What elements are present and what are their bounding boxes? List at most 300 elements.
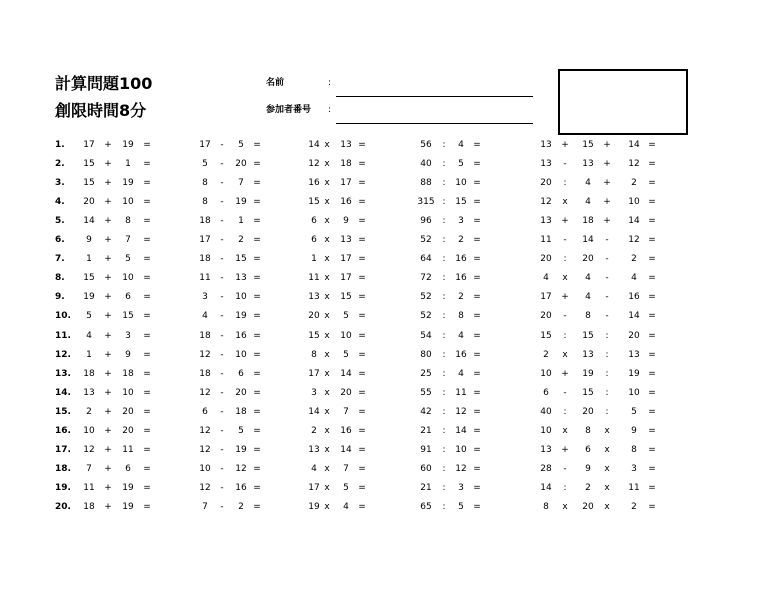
problem-token: = [648,311,656,322]
problem-token: 12 [235,463,247,474]
problem-token: 55 [420,387,432,398]
problem-row [0,309,768,323]
problem-token: 19 [122,501,134,512]
problem-row [0,405,768,419]
problem-token: 11 [540,235,552,246]
problem-token: - [220,368,224,379]
problem-token: x [324,406,330,417]
problem-token: = [253,273,261,284]
problem-token: + [104,273,112,284]
name-field-line[interactable] [336,96,533,97]
problem-token: 4 [585,273,591,284]
problem-token: 14 [83,216,95,227]
problem-token: 14 [628,311,640,322]
problem-token: 25 [420,368,432,379]
problem-token: 1 [311,254,317,265]
problem-token: 3 [458,216,464,227]
problem-token: x [324,425,330,436]
problem-token: - [220,292,224,303]
problem-row [0,233,768,247]
problem-token: : [442,482,446,493]
problem-token: 2 [631,254,637,265]
problem-token: 20 [122,406,134,417]
problem-token: 2 [631,501,637,512]
problem-token: : [442,254,446,265]
problem-token: 80 [420,349,432,360]
problem-token: 17 [199,140,211,150]
problem-token: x [324,387,330,398]
problem-token: 20 [540,178,552,189]
problem-token: = [473,197,481,208]
problem-token: = [473,444,481,455]
problem-row [0,157,768,171]
problem-token: 15 [582,387,594,398]
problem-token: 7 [343,463,349,474]
problem-token: + [104,159,112,170]
problem-token: x [604,501,610,512]
problem-token: 18 [582,216,594,227]
problem-token: 42 [420,406,432,417]
row-number: 13. [55,368,71,379]
problem-token: = [473,254,481,265]
score-box[interactable] [558,69,688,135]
problem-token: 13 [540,216,552,227]
problem-token: x [324,159,330,170]
problem-token: 19 [122,178,134,189]
problem-token: 16 [455,349,467,360]
problem-token: = [253,159,261,170]
problem-token: = [473,387,481,398]
problem-token: 10 [455,444,467,455]
problem-token: - [605,273,609,284]
problem-token: 96 [420,216,432,227]
problem-token: 1 [125,159,131,170]
problem-token: 16 [455,254,467,265]
problem-token: 13 [540,159,552,170]
problem-token: : [605,406,609,417]
problem-token: 2 [238,235,244,246]
problem-token: 4 [458,368,464,379]
problem-token: + [104,368,112,379]
problem-token: - [563,463,567,474]
problem-token: = [358,273,366,284]
problem-token: + [104,444,112,455]
problem-token: 16 [235,330,247,341]
problem-token: x [562,273,568,284]
problem-token: 14 [582,235,594,246]
problem-token: 6 [543,387,549,398]
problem-token: : [442,387,446,398]
problem-token: 2 [631,178,637,189]
problem-token: 19 [122,140,134,150]
problem-token: = [143,140,151,150]
problem-token: 20 [340,387,352,398]
problem-token: = [358,292,366,303]
problem-token: = [473,178,481,189]
problem-token: 20 [235,159,247,170]
problem-token: 12 [83,444,95,455]
problem-token: = [253,463,261,474]
problem-token: + [104,178,112,189]
problem-token: 4 [311,463,317,474]
problem-token: - [220,235,224,246]
problem-token: 8 [311,349,317,360]
problem-token: 9 [343,216,349,227]
problem-token: = [253,387,261,398]
problem-token: = [143,482,151,493]
problem-token: 8 [202,197,208,208]
problem-token: 2 [238,501,244,512]
problem-token: 1 [238,216,244,227]
row-number: 5. [55,216,65,227]
problem-token: 315 [417,197,435,208]
problem-token: 4 [585,178,591,189]
problem-token: - [563,387,567,398]
problem-token: + [561,216,569,227]
problem-token: 15 [308,330,320,341]
problem-token: = [648,406,656,417]
problem-token: = [648,368,656,379]
problem-token: 17 [83,140,95,150]
problem-token: 12 [540,197,552,208]
row-number: 10. [55,311,71,322]
problem-token: 14 [628,216,640,227]
row-number: 7. [55,254,65,265]
row-number: 3. [55,178,65,189]
problem-token: : [442,444,446,455]
problem-token: 11 [83,482,95,493]
problem-token: x [562,197,568,208]
problem-token: 20 [582,254,594,265]
problem-token: 20 [540,254,552,265]
problem-token: : [605,330,609,341]
problem-token: + [104,406,112,417]
row-number: 14. [55,387,71,398]
problem-row [0,386,768,400]
problem-token: 6 [125,463,131,474]
problem-token: + [104,292,112,303]
problem-token: 4 [543,273,549,284]
problem-token: = [143,406,151,417]
problem-token: 17 [340,254,352,265]
problem-token: 10 [235,292,247,303]
problem-token: + [104,330,112,341]
problem-row [0,367,768,381]
problem-token: 6 [202,406,208,417]
problem-token: 5 [86,311,92,322]
problem-row [0,195,768,209]
problem-token: = [143,501,151,512]
problem-token: 7 [125,235,131,246]
problem-token: : [442,425,446,436]
row-number: 1. [55,140,65,150]
problem-token: = [473,216,481,227]
problem-token: 13 [308,292,320,303]
problem-token: 17 [340,273,352,284]
problem-token: - [220,387,224,398]
problem-token: 7 [343,406,349,417]
row-number: 8. [55,273,65,284]
title-line-2: 創限時間8分 [55,101,147,120]
problem-token: 15 [83,159,95,170]
problem-token: 17 [340,178,352,189]
problem-token: 12 [199,425,211,436]
problem-token: 3 [458,482,464,493]
problem-token: 9 [585,463,591,474]
problem-token: = [648,235,656,246]
problem-token: 15 [582,330,594,341]
problem-token: x [324,482,330,493]
problem-token: x [324,501,330,512]
problem-token: = [253,444,261,455]
problem-token: = [143,159,151,170]
problem-token: = [648,216,656,227]
problem-token: = [358,463,366,474]
problem-token: 20 [582,501,594,512]
problem-token: : [563,178,567,189]
row-number: 2. [55,159,65,170]
problem-token: 18 [340,159,352,170]
problem-token: x [604,444,610,455]
problem-token: 15 [455,197,467,208]
problem-token: 12 [628,235,640,246]
problem-token: x [324,368,330,379]
problem-token: = [143,368,151,379]
problem-token: 8 [125,216,131,227]
problem-token: 16 [308,178,320,189]
row-number: 18. [55,463,71,474]
problem-token: : [442,178,446,189]
problem-token: - [220,330,224,341]
problem-token: = [143,387,151,398]
problem-token: = [358,406,366,417]
problem-token: 16 [628,292,640,303]
problem-token: x [324,311,330,322]
problem-token: = [358,140,366,150]
problem-token: = [648,254,656,265]
problem-token: = [253,216,261,227]
problem-token: 52 [420,292,432,303]
problem-token: 52 [420,235,432,246]
problem-token: = [143,330,151,341]
problem-token: + [561,140,569,150]
problem-token: - [220,482,224,493]
problem-token: 17 [308,368,320,379]
problem-token: : [442,292,446,303]
problem-token: = [648,387,656,398]
problem-token: 14 [628,140,640,150]
problem-token: + [603,140,611,150]
problem-token: 5 [343,349,349,360]
problem-token: 20 [582,406,594,417]
problem-token: + [104,235,112,246]
problem-row [0,424,768,438]
problem-token: 13 [582,349,594,360]
problem-token: + [603,178,611,189]
problem-token: 14 [340,444,352,455]
problem-token: 11 [308,273,320,284]
problem-token: - [220,444,224,455]
problem-token: 16 [340,197,352,208]
problem-token: = [648,349,656,360]
problem-token: 88 [420,178,432,189]
problem-token: : [442,235,446,246]
problem-token: 6 [311,216,317,227]
problem-row [0,500,768,514]
problem-token: 5 [202,159,208,170]
problem-token: 64 [420,254,432,265]
problem-token: 5 [631,406,637,417]
row-number: 4. [55,197,65,208]
problem-token: 4 [458,330,464,341]
problem-token: 9 [125,349,131,360]
problem-token: + [104,482,112,493]
problem-token: 20 [83,197,95,208]
problem-token: = [253,254,261,265]
problem-token: 17 [540,292,552,303]
problem-token: 4 [585,197,591,208]
problem-token: + [561,368,569,379]
problem-token: = [253,197,261,208]
problem-token: 3 [631,463,637,474]
problem-token: 21 [420,482,432,493]
problem-row [0,214,768,228]
problem-row [0,481,768,495]
problem-token: : [563,254,567,265]
problem-token: 19 [235,444,247,455]
problem-token: 18 [83,501,95,512]
problem-token: = [358,482,366,493]
problem-row [0,443,768,457]
problem-token: 5 [458,159,464,170]
problem-token: 14 [340,368,352,379]
problem-token: 8 [543,501,549,512]
problem-token: - [605,292,609,303]
problem-token: = [473,273,481,284]
problem-token: - [220,178,224,189]
problem-token: : [605,387,609,398]
problem-row [0,176,768,190]
problem-token: = [648,159,656,170]
name-colon: : [328,78,332,88]
problem-token: 11 [455,387,467,398]
problem-token: 10 [83,425,95,436]
problem-token: 8 [631,444,637,455]
problem-token: = [473,406,481,417]
problem-token: x [604,463,610,474]
problem-token: = [648,463,656,474]
problem-token: : [442,406,446,417]
title-line-1: 計算問題100 [55,74,153,93]
problem-token: 52 [420,311,432,322]
problem-token: 11 [122,444,134,455]
problem-token: = [253,292,261,303]
problem-token: = [253,368,261,379]
problem-row [0,290,768,304]
problem-token: 5 [125,254,131,265]
problem-token: 13 [628,349,640,360]
problem-token: - [220,463,224,474]
problem-token: x [562,425,568,436]
problem-token: = [358,197,366,208]
problem-token: 10 [628,387,640,398]
problem-token: 14 [308,406,320,417]
problem-token: = [473,463,481,474]
problem-token: 14 [455,425,467,436]
problem-token: 2 [458,292,464,303]
problem-token: = [253,425,261,436]
row-number: 17. [55,444,71,455]
problem-token: : [563,406,567,417]
problem-token: x [324,463,330,474]
problem-token: + [104,425,112,436]
problem-token: 8 [585,425,591,436]
problem-token: = [253,501,261,512]
problem-token: = [648,425,656,436]
problem-row [0,329,768,343]
problem-token: x [324,330,330,341]
problem-token: 18 [83,368,95,379]
problem-token: 16 [235,482,247,493]
problem-row [0,462,768,476]
problem-token: = [473,482,481,493]
problem-token: 4 [202,311,208,322]
problem-token: 12 [455,463,467,474]
problem-token: 40 [540,406,552,417]
problem-token: 13 [582,159,594,170]
participant-number-field-line[interactable] [336,123,533,124]
problem-token: 15 [83,273,95,284]
problem-token: 6 [238,368,244,379]
problem-token: 18 [199,330,211,341]
problem-token: - [220,159,224,170]
problem-token: + [104,501,112,512]
problem-token: = [358,235,366,246]
problem-token: : [442,349,446,360]
problem-token: 20 [122,425,134,436]
problem-token: = [253,482,261,493]
problem-token: 16 [340,425,352,436]
problem-token: = [473,501,481,512]
problem-token: = [358,501,366,512]
problem-token: = [143,311,151,322]
problem-token: : [442,140,446,150]
problem-token: 7 [86,463,92,474]
problem-token: 4 [631,273,637,284]
problem-token: 11 [628,482,640,493]
problem-token: : [442,216,446,227]
problem-token: = [143,178,151,189]
problem-token: 12 [199,387,211,398]
problem-token: 15 [582,140,594,150]
problem-token: = [358,216,366,227]
problem-token: + [104,216,112,227]
problem-token: = [358,444,366,455]
problem-token: 40 [420,159,432,170]
problem-token: 15 [83,178,95,189]
problem-token: 13 [340,140,352,150]
problem-token: 19 [122,482,134,493]
problem-token: x [324,254,330,265]
problem-token: - [220,254,224,265]
problem-token: + [104,463,112,474]
problem-token: 10 [455,178,467,189]
row-number: 15. [55,406,71,417]
problem-token: : [442,368,446,379]
problem-token: 9 [631,425,637,436]
problem-token: x [604,482,610,493]
problem-token: = [648,330,656,341]
